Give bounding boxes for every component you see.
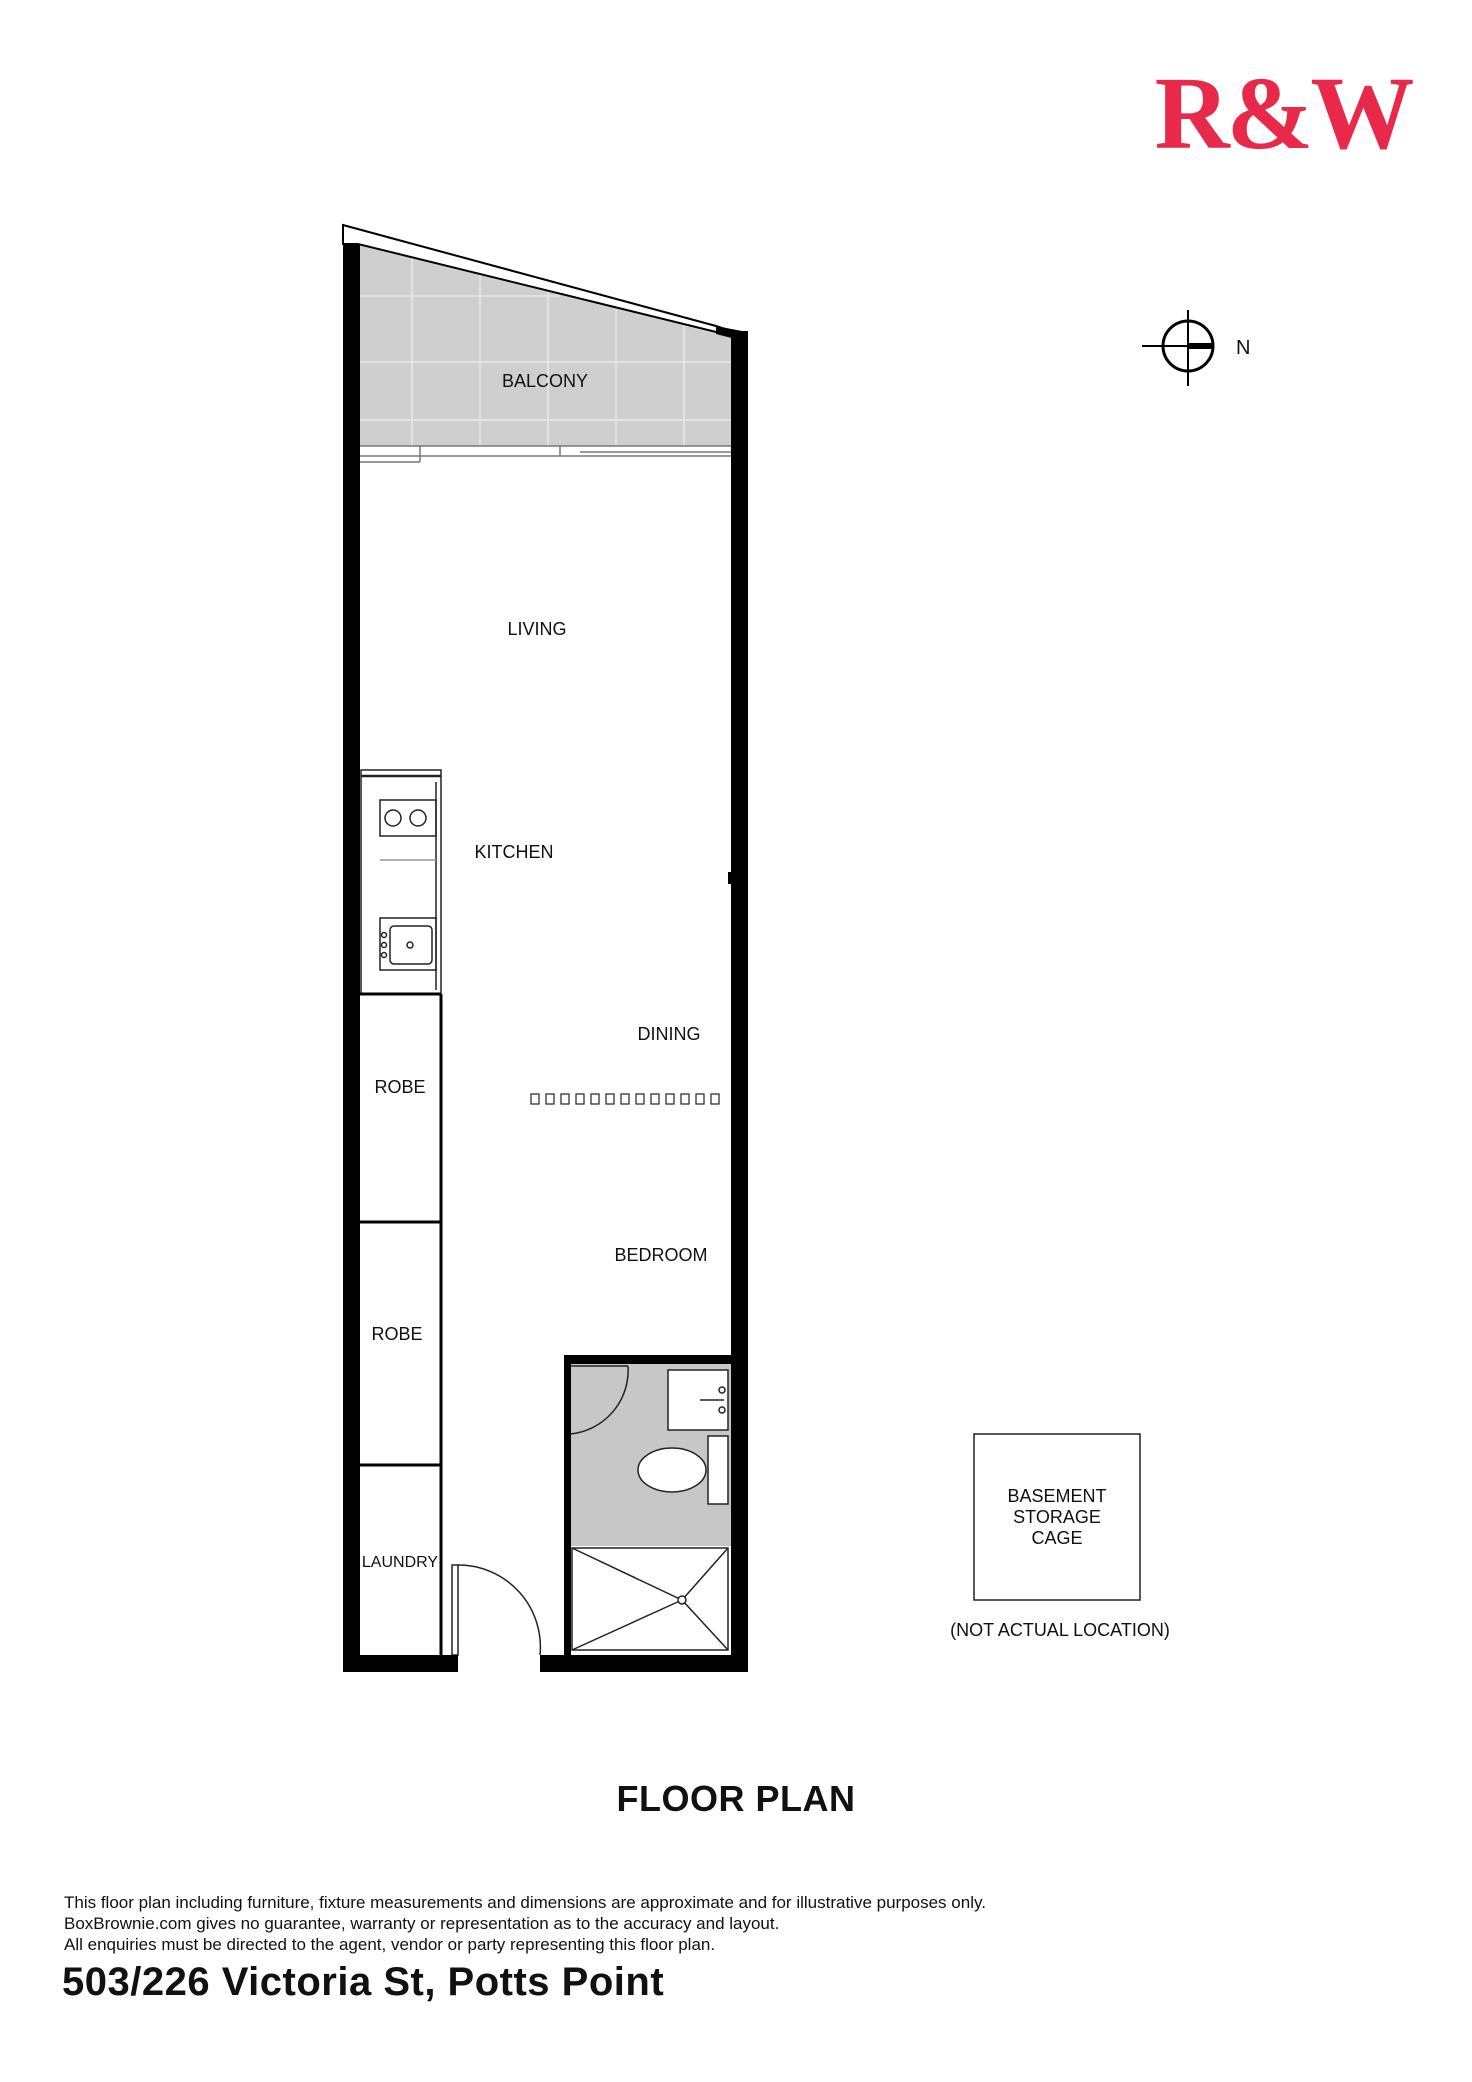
kitchen-bench [361, 770, 441, 994]
disclaimer-line-3: All enquiries must be directed to the agent, vendor or party representing this floor plan. [64, 1935, 716, 1954]
balcony-floor [358, 244, 734, 446]
compass-north-label: N [1236, 337, 1251, 359]
room-label-robe-1: ROBE [374, 1077, 426, 1097]
room-label-robe-2: ROBE [371, 1324, 423, 1344]
storage-label-line-2: STORAGE [1013, 1507, 1101, 1527]
floor-plan-title: FLOOR PLAN [616, 1778, 856, 1819]
room-label-living: LIVING [507, 619, 567, 639]
property-address: 503/226 Victoria St, Potts Point [62, 1960, 665, 2004]
brand-logo: R&W [1154, 56, 1412, 171]
fridge-recess [728, 872, 732, 884]
north-compass-icon [1142, 310, 1214, 386]
disclaimer [64, 1892, 986, 1955]
storage-label-line-1: BASEMENT [1007, 1486, 1107, 1506]
room-label-kitchen: KITCHEN [474, 842, 554, 862]
disclaimer-line-1: This floor plan including furniture, fixture measurements and dimensions are approximate and for illustrative purposes only. [64, 1893, 986, 1912]
room-label-bedroom: BEDROOM [614, 1245, 708, 1265]
entry-door [452, 1565, 540, 1655]
wardrobe-rail [531, 1094, 719, 1104]
balcony-sliding-door [358, 446, 734, 462]
cooktop-icon [380, 800, 436, 860]
storage-label-line-3: CAGE [1031, 1528, 1083, 1548]
kitchen-sink-icon [380, 918, 436, 970]
bathroom-basin-icon [668, 1370, 728, 1430]
storage-location-note: (NOT ACTUAL LOCATION) [950, 1620, 1170, 1640]
room-label-balcony: BALCONY [501, 371, 589, 391]
room-label-laundry: LAUNDRY [361, 1554, 439, 1571]
room-label-dining: DINING [637, 1024, 701, 1044]
disclaimer-line-2: BoxBrownie.com gives no guarantee, warranty or representation as to the accuracy and layout. [64, 1914, 780, 1933]
